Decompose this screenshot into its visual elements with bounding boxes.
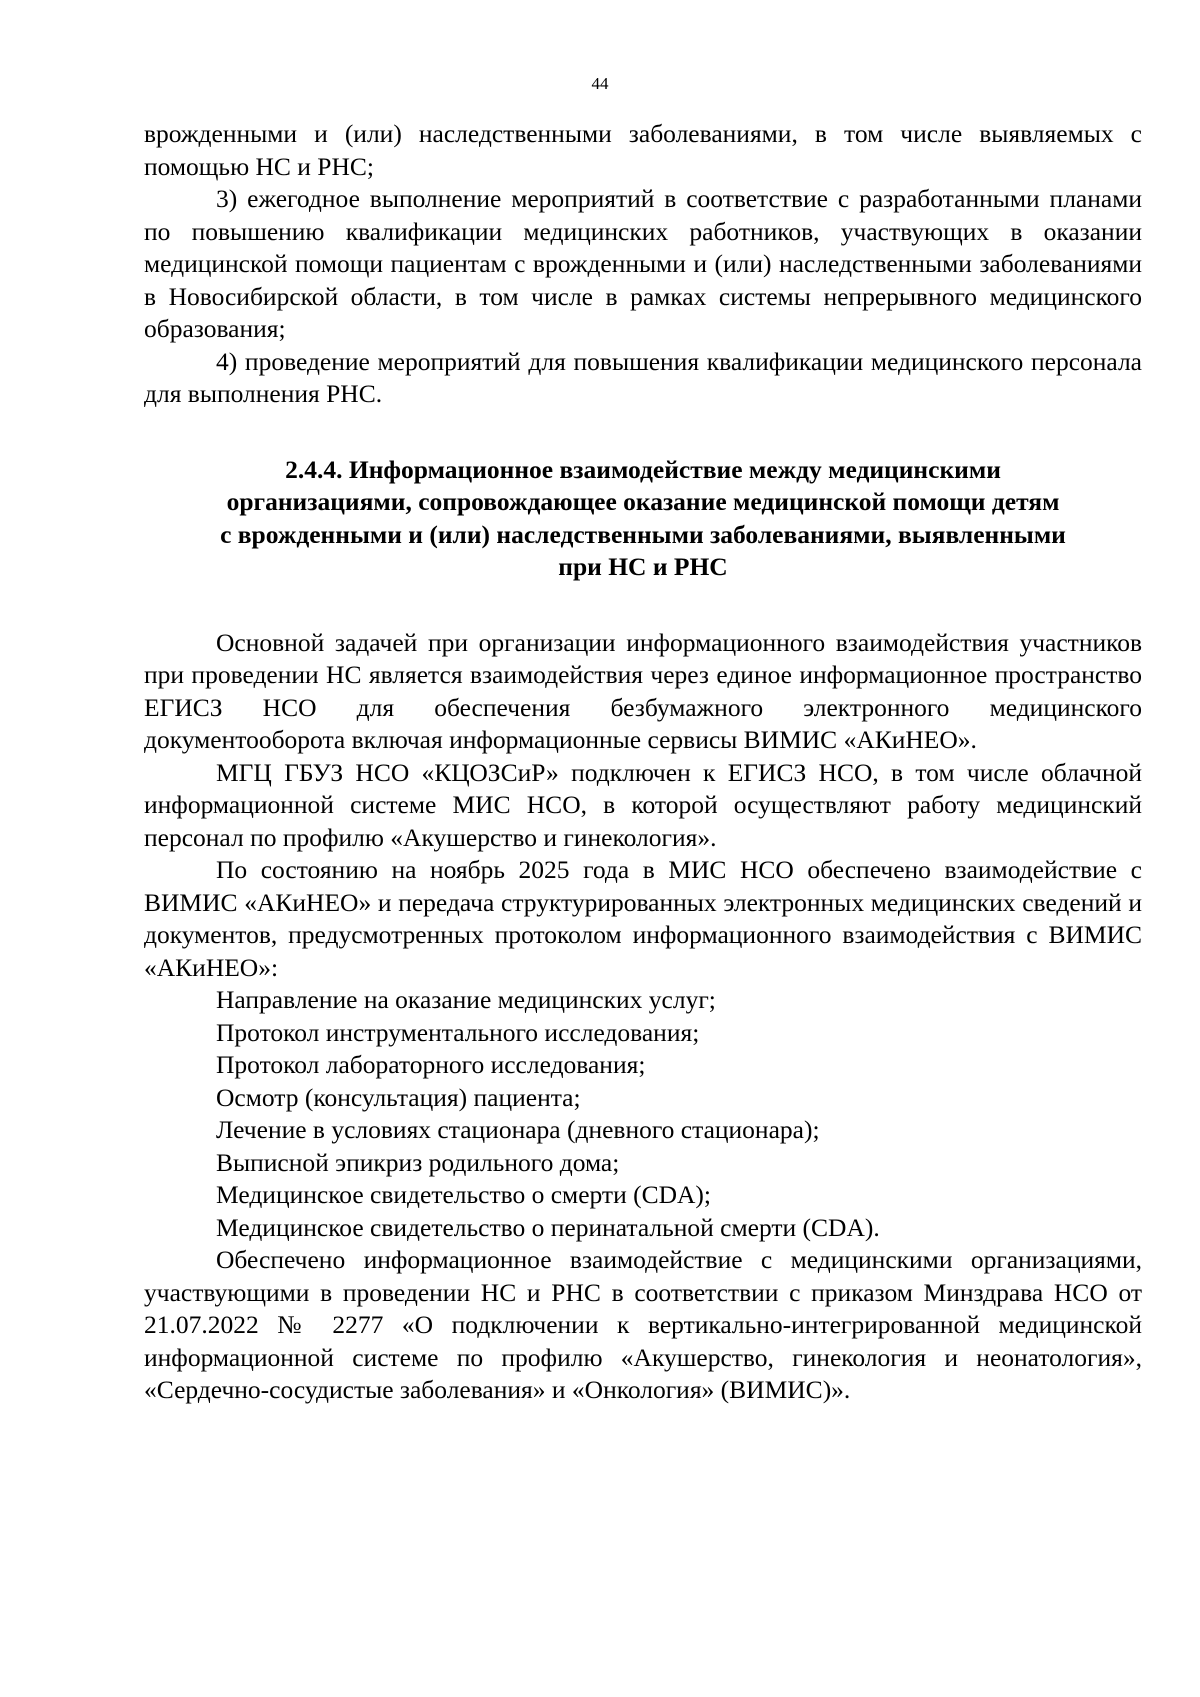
- closing-paragraph: Обеспечено информационное взаимодействие с медицинскими организациями, участвующими в проведении НС и РНС в соответствии с приказом Минздрава НСО от 21.07.2022 № 2277 «О подключении к вертикально-интегрированной медицинской информационной системе по профилю «Акушерство, гинекология и неонатология», «Сердечно-сосудистые заболевания» и «Онкология» (ВИМИС)».: [144, 1245, 1142, 1404]
- list-item: Выписной эпикриз родильного дома;: [216, 1147, 620, 1177]
- section-heading-line: при НС и РНС: [558, 552, 728, 581]
- section-heading-line: организациями, сопровождающее оказание медицинской помощи детям: [226, 487, 1060, 516]
- body-paragraph-main-task: Основной задачей при организации информационного взаимодействия участников при проведении НС является взаимодействия через единое информационное пространство ЕГИСЗ НСО для обеспечения безбумажного электронного медицинского документооборота включая информационные сервисы ВИМИС «АКиНЕО».: [144, 627, 1142, 754]
- section-heading-line: с врожденными и (или) наследственными заболеваниями, выявленными: [220, 519, 1066, 549]
- list-item: Осмотр (консультация) пациента;: [216, 1082, 581, 1112]
- intro-section: [144, 118, 1142, 411]
- list-item: Медицинское свидетельство о смерти (CDA);: [216, 1180, 711, 1209]
- page-number: 44: [591, 74, 609, 93]
- list-item: Протокол инструментального исследования;: [216, 1017, 700, 1047]
- section-heading-line: 2.4.4. Информационное взаимодействие между медицинскими: [285, 454, 1001, 484]
- document-list: [144, 984, 1142, 1244]
- body-paragraph-status: По состоянию на ноябрь 2025 года в МИС НСО обеспечено взаимодействие с ВИМИС «АКиНЕО» и передача структурированных электронных медицинских сведений и документов, предусмотренных протоколом информационного взаимодействия с ВИМИС «АКиНЕО»:: [144, 855, 1142, 982]
- page-content: [144, 118, 1142, 1407]
- list-item: Медицинское свидетельство о перинатальной смерти (CDA).: [216, 1212, 880, 1242]
- section-heading: [144, 454, 1142, 584]
- intro-paragraph-item-4: 4) проведение мероприятий для повышения квалификации медицинского персонала для выполнения РНС.: [144, 346, 1142, 408]
- list-item: Лечение в условиях стационара (дневного стационара);: [216, 1115, 820, 1144]
- body-paragraph-mgc-connection: МГЦ ГБУЗ НСО «КЦОЗСиР» подключен к ЕГИСЗ НСО, в том числе облачной информационной системе МИС НСО, в которой осуществляют работу медицинский персонал по профилю «Акушерство и гинекология».: [144, 757, 1142, 852]
- list-item: Протокол лабораторного исследования;: [216, 1050, 646, 1079]
- body-section: [144, 627, 1142, 985]
- intro-paragraph-continuation: врожденными и (или) наследственными заболеваниями, в том числе выявляемых с помощью НС и РНС;: [144, 119, 1142, 181]
- intro-paragraph-item-3: 3) ежегодное выполнение мероприятий в соответствие с разработанными планами по повышению квалификации медицинских работников, участвующих в оказании медицинской помощи пациентам с врожденными и (или) наследственными заболеваниями в Новосибирской области, в том числе в рамках системы непрерывного медицинского образования;: [144, 184, 1142, 343]
- list-item: Направление на оказание медицинских услуг;: [216, 985, 716, 1014]
